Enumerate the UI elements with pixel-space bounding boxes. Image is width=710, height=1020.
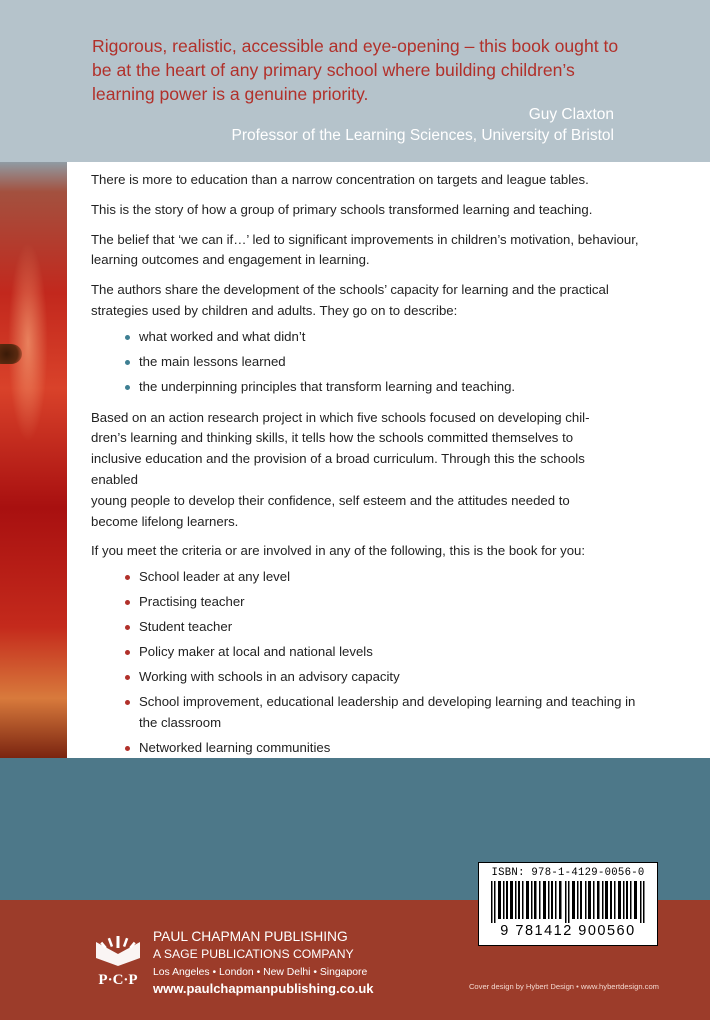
publisher-name: PAUL CHAPMAN PUBLISHING (153, 929, 348, 944)
outcomes-list (91, 327, 651, 398)
list-item: Policy maker at local and national levels (91, 642, 651, 663)
endorsement-quote: Rigorous, realistic, accessible and eye-opening – this book ought to be at the heart of any primary school where building children’s learning power is a genuine priority. (92, 36, 619, 104)
barcode-bars (491, 881, 647, 923)
blurb-paragraph-2: This is the story of how a group of primary schools transformed learning and teaching. (91, 201, 593, 217)
author-name: Guy Claxton (528, 106, 614, 123)
blurb-text (91, 170, 651, 769)
endorsement-author (231, 104, 614, 146)
list-item: the underpinning principles that transform learning and teaching. (91, 377, 651, 398)
apple-stem (0, 344, 22, 364)
list-item: School leader at any level (91, 567, 651, 588)
blurb-paragraph-5: Based on an action research project in which five schools focused on developing chil- dren’s learning and thinking skills, it tells how the schools committed themselves to inclusive education and the provision of a broad curriculum. Through this the schools enabled young people to develop their confidence, self esteem and the attitudes needed to become lifelong learners. (91, 409, 590, 529)
author-title: Professor of the Learning Sciences, University of Bristol (231, 127, 614, 144)
apple-highlight (8, 242, 48, 442)
blurb-paragraph-4: The authors share the development of the schools’ capacity for learning and the practical strategies used by children and adults. They go on to describe: (91, 282, 609, 318)
publisher-website-link[interactable]: www.paulchapmanpublishing.co.uk (153, 981, 374, 996)
list-item: what worked and what didn’t (91, 327, 651, 348)
list-item: Working with schools in an advisory capacity (91, 667, 651, 688)
bullet-icon (125, 625, 130, 630)
design-credit: Cover design by Hybert Design • www.hybertdesign.com (468, 982, 659, 991)
quote-band (0, 0, 710, 162)
list-item: the main lessons learned (91, 352, 651, 373)
publisher-cities: Los Angeles • London • New Delhi • Singapore (153, 967, 368, 978)
isbn-label: ISBN: 978-1-4129-0056-0 (491, 867, 645, 879)
list-item: Practising teacher (91, 592, 651, 613)
pcp-book-logo-icon (92, 932, 144, 986)
logo-lettering: P·C·P (98, 972, 138, 986)
bullet-icon (125, 385, 130, 390)
bullet-icon (125, 335, 130, 340)
barcode-digits: 9 781412 900560 (500, 923, 636, 939)
bullet-icon (125, 746, 130, 751)
bullet-icon (125, 575, 130, 580)
publisher-subtitle: A SAGE PUBLICATIONS COMPANY (153, 947, 354, 961)
bullet-icon (125, 675, 130, 680)
bullet-icon (125, 700, 130, 705)
list-item: Student teacher (91, 617, 651, 638)
blurb-paragraph-6: If you meet the criteria or are involved in any of the following, this is the book for you: (91, 543, 586, 559)
apple-image-strip (0, 162, 67, 758)
bullet-icon (125, 600, 130, 605)
list-item: Networked learning communities (91, 738, 651, 759)
blurb-paragraph-3: The belief that ‘we can if…’ led to significant improvements in children’s motivation, behaviour, learning outcomes and engagement in learning. (91, 231, 639, 268)
bullet-icon (125, 360, 130, 365)
audience-list (91, 567, 651, 759)
blurb-paragraph-1: There is more to education than a narrow concentration on targets and league tables. (91, 172, 589, 187)
isbn-barcode (478, 862, 658, 946)
bullet-icon (125, 650, 130, 655)
list-item: School improvement, educational leadership and developing learning and teaching in the classroom (91, 692, 651, 734)
